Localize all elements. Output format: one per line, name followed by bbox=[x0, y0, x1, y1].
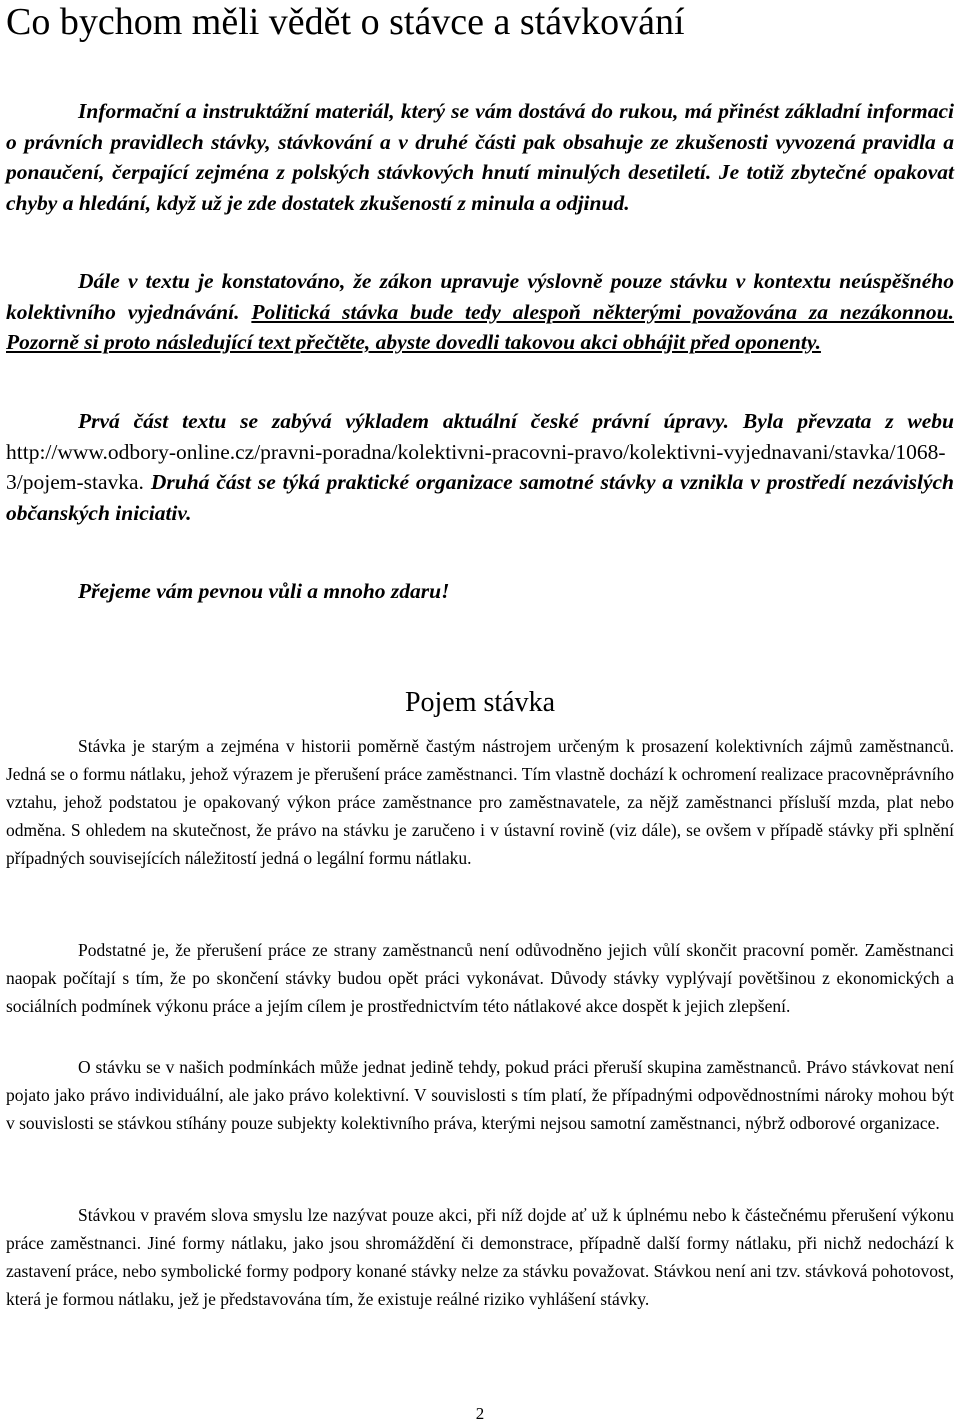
intro-paragraph-2 bbox=[6, 266, 954, 358]
page-title: Co bychom měli vědět o stávce a stávkování bbox=[6, 1, 685, 43]
body-paragraph-4: Stávkou v pravém slova smyslu lze nazývat pouze akci, při níž dojde ať už k úplnému nebo k částečnému přerušení výkonu práce zaměstnanci. Jiné formy nátlaku, jako jsou shromáždění či demonstrace, případně další formy nátlaku, při nichž nedochází k zastavení práce, nebo symbolické formy podpory konané stávky nelze za stávku považovat. Stávkou není ani tzv. stávková pohotovost, která je formou nátlaku, jež je představována tím, že existuje reálné riziko vyhlášení stávky. bbox=[6, 1205, 954, 1310]
intro-paragraph-2-text: Dále v textu je konstatováno, že zákon upravuje výslovně pouze stávku v kontextu neúspěšného kolektivního vyjednávání. bbox=[6, 269, 954, 324]
intro-paragraph-3-text: Prvá část textu se zabývá výkladem aktuální české právní úpravy. Byla převzata z webu bbox=[78, 409, 954, 433]
source-url: http://www.odbory-online.cz/pravni-poradna/kolektivni-pracovni-pravo/kolektivni-vyjednavani/stavka/1068-3/pojem-stavka. bbox=[6, 439, 946, 494]
body-paragraph-1: Stávka je starým a zejména v historii poměrně častým nástrojem určeným k prosazení kolektivních zájmů zaměstnanců. Jedná se o formu nátlaku, jehož výrazem je přerušení práce zaměstnanci. Tím vlastně dochází k ochromení realizace pracovněprávního vztahu, jehož podstatou je opakovaný výkon práce zaměstnance pro zaměstnavatele, za nějž zaměstnanci přísluší mzda, plat nebo odměna. S ohledem na skutečnost, že právo na stávku je zaručeno i v ústavní rovině (viz dále), se ovšem v případě stávky při splnění případných souvisejících náležitostí jedná o legální formu nátlaku. bbox=[6, 736, 954, 869]
page-number: 2 bbox=[475, 1404, 485, 1423]
closing-wish: Přejeme vám pevnou vůli a mnoho zdaru! bbox=[78, 579, 450, 603]
body-paragraph-2: Podstatné je, že přerušení práce ze strany zaměstnanců není odůvodněno jejich vůlí skončit pracovní poměr. Zaměstnanci naopak počítají s tím, že po skončení stávky budou opět práci vykonávat. Důvody stávky vyplývají povětšinou z ekonomických a sociálních podmínek výkonu práce a jejím cílem je prostřednictvím této nátlakové akce dospět k jejich zlepšení. bbox=[6, 940, 954, 1017]
intro-paragraph-1: Informační a instruktážní materiál, který se vám dostává do rukou, má přinést základní informaci o právních pravidlech stávky, stávkování a v druhé části pak obsahuje ze zkušenosti vyvozená pravidla a ponaučení, čerpající zejména z polských stávkových hnutí minulých desetiletí. Je totiž zbytečné opakovat chyby a hledání, když už je zde dostatek zkušeností z minula a odjinud. bbox=[6, 99, 954, 215]
intro-paragraph-3-tail: Druhá část se týká praktické organizace samotné stávky a vznikla v prostředí nezávislých občanských iniciativ. bbox=[6, 470, 954, 525]
intro-paragraph-3 bbox=[6, 406, 954, 528]
section-heading: Pojem stávka bbox=[404, 687, 556, 718]
body-paragraph-3: O stávku se v našich podmínkách může jednat jedině tehdy, pokud práci přeruší skupina zaměstnanců. Právo stávkovat není pojato jako právo individuální, ale jako právo kolektivní. V souvislosti s tím platí, že případnými odpovědnostními nároky mohou být v souvislosti se stávkou stíhány pouze subjekty kolektivního práva, kterými nejsou samotní zaměstnanci, nýbrž odborové organizace. bbox=[6, 1057, 954, 1134]
intro-paragraph-2-underlined: Politická stávka bude tedy alespoň některými považována za nezákonnou. Pozorně si proto následující text přečtěte, abyste dovedli takovou akci obhájit před oponenty. bbox=[6, 299, 954, 354]
